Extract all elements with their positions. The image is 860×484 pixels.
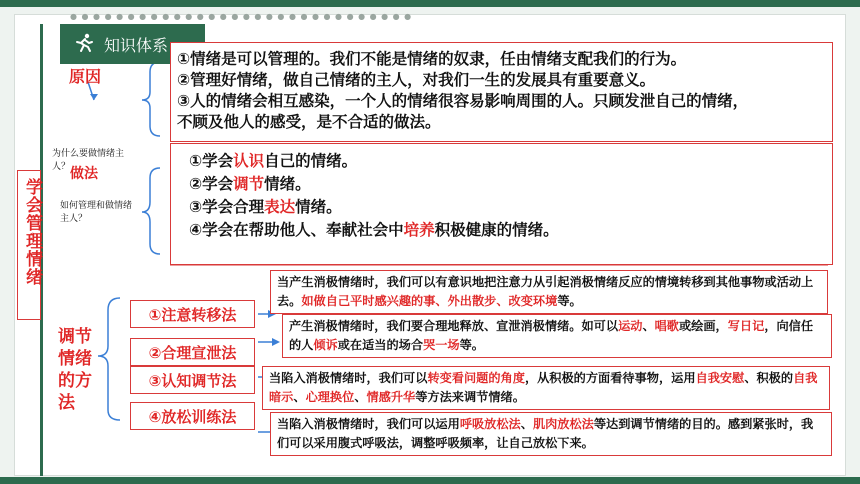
method-reasonable-venting: ②合理宣泄法 — [130, 338, 255, 366]
practices-box — [170, 143, 833, 265]
desc-reasonable-venting: 产生消极情绪时，我们要合理地释放、宣泄消极情绪。如可以运动、唱歌或绘画，写日记，向信任的人倾诉或在适当的场合哭一场等。 — [282, 314, 832, 358]
reason-item-2: ②管理好情绪，做自己情绪的主人，对我们一生的发展具有重要意义。 — [177, 71, 656, 89]
question-how: 如何管理和做情绪主人？ — [60, 201, 133, 224]
reason-item-1: ①情绪是可以管理的。我们不能是情绪的奴隶，任由情绪支配我们的行为。 — [177, 50, 687, 68]
question-why: 为什么要做情绪主人？ — [52, 149, 125, 172]
zuofa-label: 做法 — [70, 166, 98, 182]
decor-dots-left: ● ● ● ● ● ● ● ● ● ● ● ● ● ● ● ● ● ● ● ● ● ● ● ● ● ● ● ● ● ● — [70, 12, 413, 21]
desc-cognitive-adjustment: 当陷入消极情绪时，我们可以转变看问题的角度，从积极的方面看待事物，运用自我安慰、积极的自我暗示、心理换位、情感升华等方法来调节情绪。 — [262, 366, 830, 410]
practice-item-1: ①学会认识自己的情绪。 — [189, 152, 358, 170]
header-title: 知识体系 — [104, 35, 169, 55]
methods-title: 调节情绪的方法 — [58, 327, 92, 413]
reason-item-3: ③人的情绪会相互感染，一个人的情绪很容易影响周围的人。只顾发泄自己的情绪， — [177, 92, 749, 110]
practice-item-4: ④学会在帮助他人、奉献社会中培养积极健康的情绪。 — [189, 221, 559, 239]
reason-item-4: 不顾及他人的感受，是不合适的做法。 — [177, 113, 441, 131]
desc-attention-shift: 当产生消极情绪时，我们可以有意识地把注意力从引起消极情绪反应的情境转移到其他事物或活动上去。如做自己平时感兴趣的事、外出散步、改变环境等。 — [270, 270, 828, 314]
practice-item-3: ③学会合理表达情绪。 — [189, 198, 342, 216]
reason-label: 原因 — [69, 67, 102, 86]
method-attention-shift: ①注意转移法 — [130, 300, 255, 328]
method-relaxation-training: ④放松训练法 — [130, 402, 255, 430]
reasons-box — [170, 42, 833, 142]
runner-icon — [72, 32, 96, 56]
desc-relaxation-training: 当陷入消极情绪时，我们可以运用呼吸放松法、肌肉放松法等达到调节情绪的目的。感到紧张时，我们可以采用腹式呼吸法，调整呼吸频率，让自己放松下来。 — [270, 412, 832, 456]
practice-item-2: ②学会调节情绪。 — [189, 175, 311, 193]
vertical-title: 学会管理情绪 — [22, 178, 42, 286]
method-cognitive-adjustment: ③认知调节法 — [130, 366, 255, 394]
